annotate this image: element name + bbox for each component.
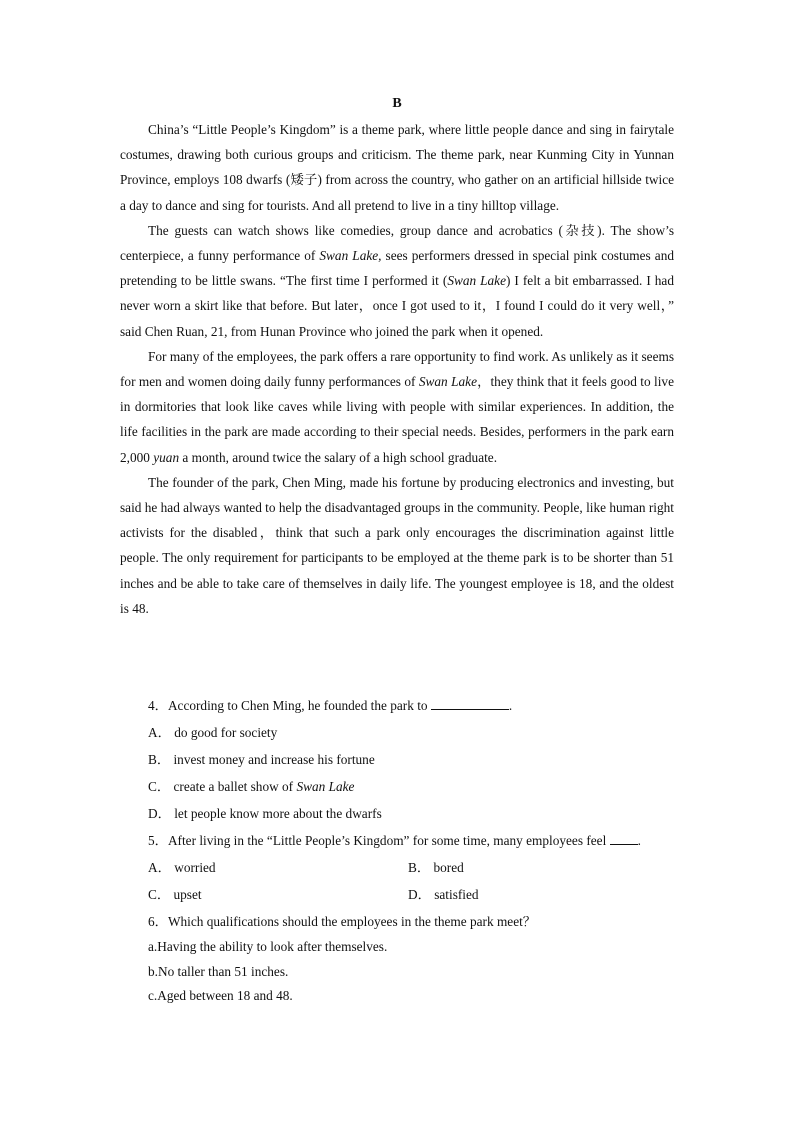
- question-4-text: 4．According to Chen Ming, he founded the park to: [148, 698, 428, 713]
- question-5-stem: [120, 827, 680, 854]
- title-swan-lake: Swan Lake: [447, 273, 506, 289]
- option-c-text: C． create a ballet show of: [148, 779, 297, 794]
- paragraph-3: [120, 344, 674, 470]
- question-6-stem: 6．Which qualifications should the employees in the theme park meet？: [148, 914, 537, 929]
- paragraph-3-text-c: a month, around twice the salary of a high school graduate.: [179, 449, 498, 465]
- answer-blank: [610, 830, 638, 845]
- paragraph-4-text: The founder of the park, Chen Ming, made his fortune by producing electronics and investing, but said he had always wanted to help the disadvantaged groups in the community. People, like human right activists for the disabled，think that such a park only encourages the discrimination against little people. The only requirement for participants to be employed at the theme park is to be shorter than 51 inches and be able to take care of themselves in daily life. The youngest employee is 18, and the oldest is 48.: [120, 474, 674, 616]
- question-6-item-a: a.Having the ability to look after themselves.: [148, 939, 388, 954]
- title-swan-lake: Swan Lake: [418, 374, 477, 390]
- question-4-stem: [120, 692, 680, 719]
- paragraph-4: [120, 470, 674, 621]
- title-swan-lake: Swan Lake,: [319, 248, 382, 264]
- reading-passage: [120, 117, 674, 621]
- question-5-option-c: C． upset: [148, 887, 202, 902]
- question-5-options-row-1: [120, 854, 680, 881]
- question-4-option-a: A． do good for society: [148, 725, 278, 740]
- paragraph-2-text-b: sees performers dressed in special pink costumes and pretending to be little swans. “The first time I performed it (: [120, 248, 674, 289]
- currency-yuan: yuan: [153, 449, 180, 465]
- question-5-option-b: B． bored: [408, 860, 464, 875]
- section-label: B: [392, 96, 402, 111]
- question-block: [120, 692, 680, 1009]
- question-4-option-b: B． invest money and increase his fortune: [148, 752, 375, 767]
- question-4-option-c: [120, 773, 680, 800]
- question-6-item-c: c.Aged between 18 and 48.: [148, 988, 293, 1003]
- question-5-option-a: A． worried: [148, 860, 216, 875]
- question-4-period: .: [508, 698, 513, 713]
- question-6-item-b: b.No taller than 51 inches.: [148, 963, 289, 979]
- question-5-option-d: D． satisfied: [408, 887, 479, 902]
- paragraph-2-text-a: The guests can watch shows like comedies, group dance and acrobatics (杂技). The show’s centerpiece, a funny performance of: [120, 222, 674, 264]
- question-5-options-row-2: [120, 881, 680, 908]
- answer-blank: [431, 695, 509, 710]
- paragraph-2-text-c: ) I felt a bit embarrassed. I had never worn a skirt like that before. But later，once I got used to it，I found I could do it very well，” said Chen Ruan, 21, from Hunan Province who joined the park when it opened.: [120, 273, 674, 339]
- paragraph-3-text-a: For many of the employees, the park offers a rare opportunity to find work. As unlikely as it seems for men and women doing daily funny performances of: [120, 348, 674, 390]
- question-5-text: 5．After living in the “Little People’s Kingdom” for some time, many employees feel: [148, 833, 607, 848]
- paragraph-1: [120, 117, 674, 218]
- title-swan-lake: Swan Lake: [296, 779, 355, 794]
- question-5-period: .: [637, 833, 641, 848]
- question-4-option-d: D． let people know more about the dwarfs: [148, 806, 382, 821]
- paragraph-3-text-b: ，they think that it feels good to live in dormitories that look like caves while living with people with similar experiences. In addition, the life facilities in the park are made according to their special needs. Besides, performers in the park earn 2,000: [120, 374, 674, 465]
- paragraph-2: [120, 218, 674, 344]
- paragraph-1-text: China’s “Little People’s Kingdom” is a theme park, where little people dance and sing in fairytale costumes, drawing both curious groups and criticism. The theme park, near Kunming City in Yunnan Province, employs 108 dwarfs (矮子) from across the country, who gather on an artificial hillside twice a day to dance and sing for tourists. And all pretend to live in a tiny hilltop village.: [120, 122, 674, 213]
